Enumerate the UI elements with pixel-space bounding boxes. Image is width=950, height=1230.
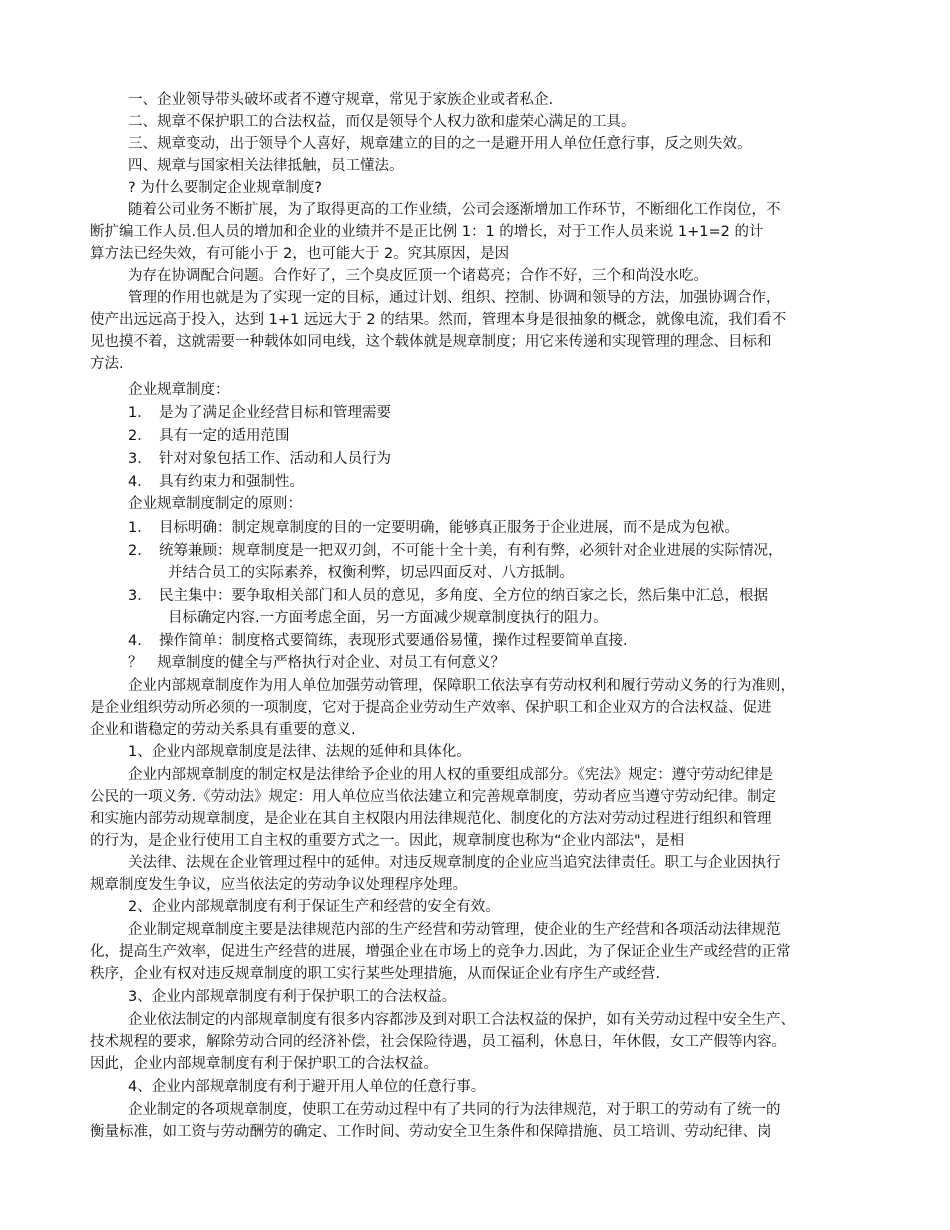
text-line: 关法律、法规在企业管理过程中的延伸。对违反规章制度的企业应当追究法律责任。职工与企业因执行 <box>128 855 781 871</box>
text-line: 秩序，企业有权对违反规章制度的职工实行某些处理措施，从而保证企业有序生产或经营. <box>90 966 661 982</box>
text-line: 规章制度发生争议，应当依法定的劳动争议处理程序处理。 <box>90 877 467 893</box>
section-heading: 3、企业内部规章制度有利于保护职工的合法权益。 <box>128 989 457 1005</box>
text-line: 化，提高生产效率，促进生产经营的进展，增强企业在市场上的竞争力.因此，为了保证企业生产或经营的正常 <box>90 944 791 960</box>
text-line: 企业和谐稳定的劳动关系具有重要的意义. <box>90 722 356 738</box>
list-item: 3． 针对对象包括工作、活动和人员行为 <box>128 451 391 467</box>
text-line: 见也摸不着，这就需要一种载体如同电线，这个载体就是规章制度；用它来传递和实现管理的理念、目标和 <box>90 334 772 350</box>
text-line: 二、规章不保护职工的合法权益，而仅是领导个人权力欲和虚荣心满足的工具。 <box>128 114 636 130</box>
list-item: 4． 具有约束力和强制性。 <box>128 474 304 490</box>
text-line: 衡量标准，如工资与劳动酬劳的确定、工作时间、劳动安全卫生条件和保障措施、员工培训、劳动纪律、岗 <box>90 1124 772 1140</box>
list-item-continuation: 目标确定内容.一方面考虑全面，另一方面减少规章制度执行的阻力。 <box>168 610 608 626</box>
text-line: 使产出远远高于投入，达到 1+1 远远大于 2 的结果。然而，管理本身是很抽象的概念，就像电流，我们看不 <box>90 312 787 328</box>
list-item-continuation: 并结合员工的实际素养，权衡利弊，切忌四面反对、八方抵制。 <box>168 565 574 581</box>
text-line: 方法. <box>90 356 124 372</box>
text-line: 企业依法制定的内部规章制度有很多内容都涉及到对职工合法权益的保护，如有关劳动过程中安全生产、 <box>128 1012 795 1028</box>
section-heading: 企业规章制度制定的原则： <box>128 496 302 512</box>
section-question: ? 为什么要制定企业规章制度? <box>128 180 323 196</box>
section-heading: 企业规章制度： <box>128 382 230 398</box>
text-line: 技术规程的要求，解除劳动合同的经济补偿，社会保险待遇，员工福利，休息日，年休假，女工产假等内容。 <box>90 1034 786 1050</box>
section-heading: 4、企业内部规章制度有利于避开用人单位的任意行事。 <box>128 1079 486 1095</box>
list-item: 1． 是为了满足企业经营目标和管理需要 <box>128 405 391 421</box>
text-line: 企业制定规章制度主要是法律规范内部的生产经营和劳动管理，使企业的生产经营和各项活动法律规范 <box>128 922 781 938</box>
text-line: 为存在协调配合问题。合作好了，三个臭皮匠顶一个诸葛亮；合作不好，三个和尚没水吃。 <box>128 268 708 284</box>
text-line: 是企业组织劳动所必须的一项制度，它对于提高企业劳动生产效率、保护职工和企业双方的合法权益、促进 <box>90 700 772 716</box>
text-line: 企业内部规章制度作为用人单位加强劳动管理，保障职工依法享有劳动权利和履行劳动义务的行为准则， <box>128 678 795 694</box>
section-question: ？ 规章制度的健全与严格执行对企业、对员工有何意义？ <box>128 655 505 671</box>
text-line: 算方法已经失效，有可能小于 2，也可能大于 2。究其原因，是因 <box>90 246 510 262</box>
text-line: 管理的作用也就是为了实现一定的目标，通过计划、组织、控制、协调和领导的方法，加强协调合作， <box>128 290 781 306</box>
text-line: 断扩编工作人员.但人员的增加和企业的业绩并不是正比例 1：1 的增长，对于工作人员来说 1+1=2 的计 <box>90 224 764 240</box>
text-line: 企业制定的各项规章制度，使职工在劳动过程中有了共同的行为法律规范，对于职工的劳动有了统一的 <box>128 1102 781 1118</box>
text-line: 和实施内部劳动规章制度，是企业在其自主权限内用法律规范化、制度化的方法对劳动过程进行组织和管理 <box>90 811 772 827</box>
text-line: 企业内部规章制度的制定权是法律给予企业的用人权的重要组成部分。《宪法》规定：遵守劳动纪律是 <box>128 767 774 783</box>
text-line: 一、企业领导带头破坏或者不遵守规章，常见于家族企业或者私企. <box>128 92 554 108</box>
list-item: 2． 统筹兼顾：规章制度是一把双刃剑，不可能十全十美，有利有弊，必须针对企业进展的实际情况， <box>128 543 783 559</box>
text-line: 公民的一项义务.《劳动法》规定：用人单位应当依法建立和完善规章制度，劳动者应当遵守劳动纪律。制定 <box>90 789 777 805</box>
text-line: 四、规章与国家相关法律抵触，员工懂法。 <box>128 158 404 174</box>
section-heading: 2、企业内部规章制度有利于保证生产和经营的安全有效。 <box>128 899 500 915</box>
list-item: 1． 目标明确：制定规章制度的目的一定要明确，能够真正服务于企业进展，而不是成为包袱。 <box>128 520 739 536</box>
text-line: 随着公司业务不断扩展，为了取得更高的工作业绩，公司会逐渐增加工作环节，不断细化工作岗位，不 <box>128 202 781 218</box>
text-line: 因此，企业内部规章制度有利于保护职工的合法权益。 <box>90 1056 438 1072</box>
list-item: 4． 操作简单：制度格式要简练，表现形式要通俗易懂，操作过程要简单直接. <box>128 633 628 649</box>
list-item: 3． 民主集中：要争取相关部门和人员的意见，多角度、全方位的纳百家之长，然后集中汇总，根据 <box>128 588 768 604</box>
text-line: 的行为，是企业行使用工自主权的重要方式之一。因此，规章制度也称为“企业内部法"，是相 <box>90 833 685 849</box>
text-line: 三、规章变动，出于领导个人喜好，规章建立的目的之一是避开用人单位任意行事，反之则失效。 <box>128 136 752 152</box>
section-heading: 1、企业内部规章制度是法律、法规的延伸和具体化。 <box>128 744 471 760</box>
list-item: 2． 具有一定的适用范围 <box>128 428 290 444</box>
